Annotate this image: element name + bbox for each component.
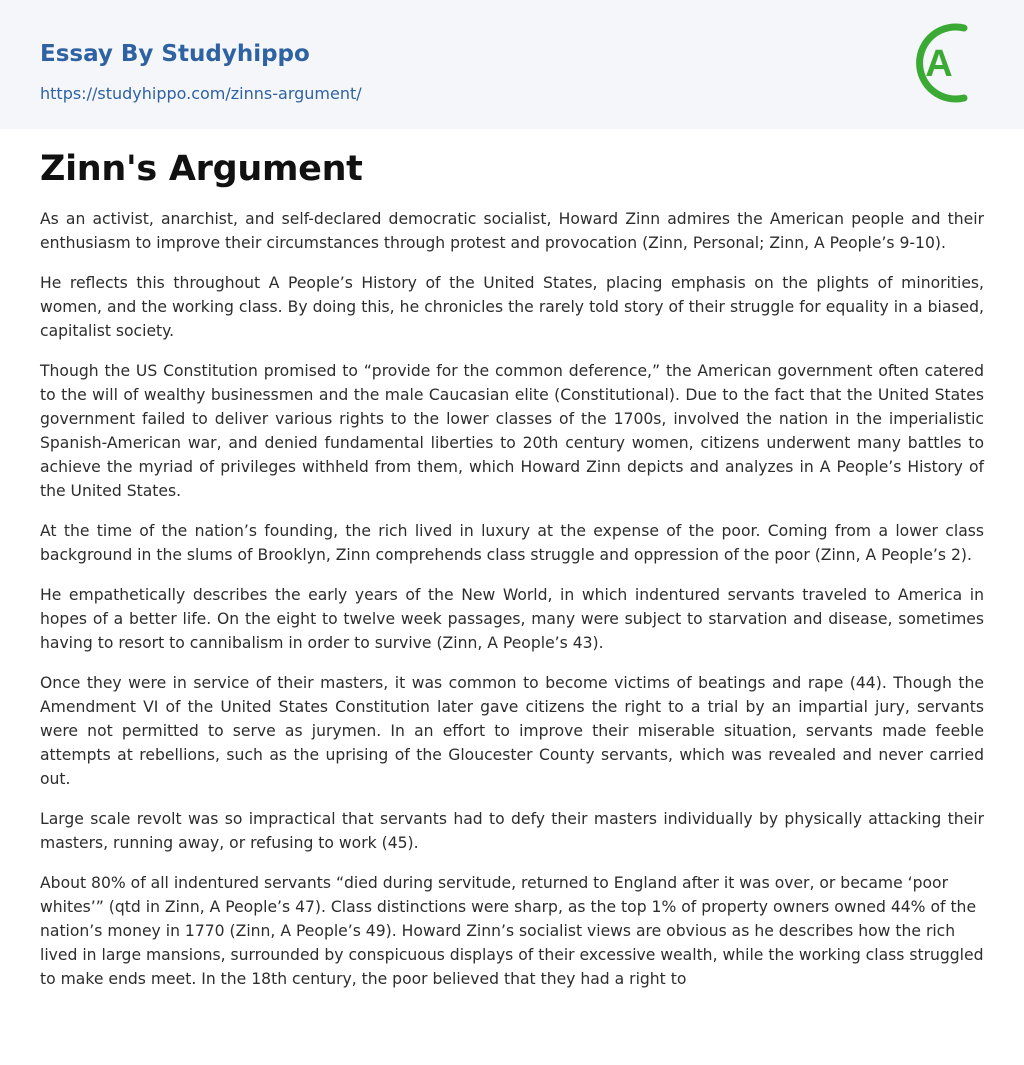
paragraph: He empathetically describes the early years of the New World, in which indentured servants traveled to America in hopes of a better life. On the eight to twelve week passages, many were subject to starvation and disease, sometimes having to resort to cannibalism in order to survive (Zinn, A People’s 43). xyxy=(40,586,984,652)
article-body xyxy=(0,129,1024,991)
paragraph: At the time of the nation’s founding, the rich lived in luxury at the expense of the poor. Coming from a lower class background in the slums of Brooklyn, Zinn comprehends class struggle and oppression of the poor (Zinn, A People’s 2). xyxy=(40,522,984,564)
paragraph: Large scale revolt was so impractical that servants had to defy their masters individually by physically attacking their masters, running away, or refusing to work (45). xyxy=(40,810,984,852)
brand-title[interactable]: Essay By Studyhippo xyxy=(40,41,310,67)
site-header xyxy=(0,0,1024,129)
logo-letter: A xyxy=(925,43,953,85)
article-paragraphs xyxy=(40,207,984,991)
paragraph: Though the US Constitution promised to “provide for the common deference,” the American government often catered to the will of wealthy businessmen and the male Caucasian elite (Constitutional). Due to the fact that the United States government failed to deliver various rights to the lower classes of the 1700s, involved the nation in the imperialistic Spanish-American war, and denied fundamental liberties to 20th century women, citizens underwent many battles to achieve the myriad of privileges withheld from them, which Howard Zinn depicts and analyzes in A People’s History of the United States. xyxy=(40,362,984,500)
page-title: Zinn's Argument xyxy=(40,149,363,189)
paragraph: He reflects this throughout A People’s History of the United States, placing emphasis on the plights of minorities, women, and the working class. By doing this, he chronicles the rarely told story of their struggle for equality in a biased, capitalist society. xyxy=(40,274,984,340)
paragraph: As an activist, anarchist, and self-declared democratic socialist, Howard Zinn admires the American people and their enthusiasm to improve their circumstances through protest and provocation (Zinn, Personal; Zinn, A People’s 9-10). xyxy=(40,210,984,252)
paragraph: About 80% of all indentured servants “died during servitude, returned to England after it was over, or became ‘poor whites’” (qtd in Zinn, A People’s 47). Class distinctions were sharp, as the top 1% of property owners owned 44% of the nation’s money in 1770 (Zinn, A People’s 49). Howard Zinn’s socialist views are obvious as he describes how the rich lived in large mansions, surrounded by conspicuous displays of their excessive wealth, while the working class struggled to make ends meet. In the 18th century, the poor believed that they had a right to xyxy=(40,874,984,988)
source-url-link[interactable]: https://studyhippo.com/zinns-argument/ xyxy=(40,84,362,103)
studyhippo-logo-icon[interactable] xyxy=(914,20,986,106)
paragraph: Once they were in service of their masters, it was common to become victims of beatings and rape (44). Though the Amendment VI of the United States Constitution later gave citizens the right to a trial by an impartial jury, servants were not permitted to serve as jurymen. In an effort to improve their miserable situation, servants made feeble attempts at rebellions, such as the uprising of the Gloucester County servants, which was revealed and never carried out. xyxy=(40,674,984,788)
